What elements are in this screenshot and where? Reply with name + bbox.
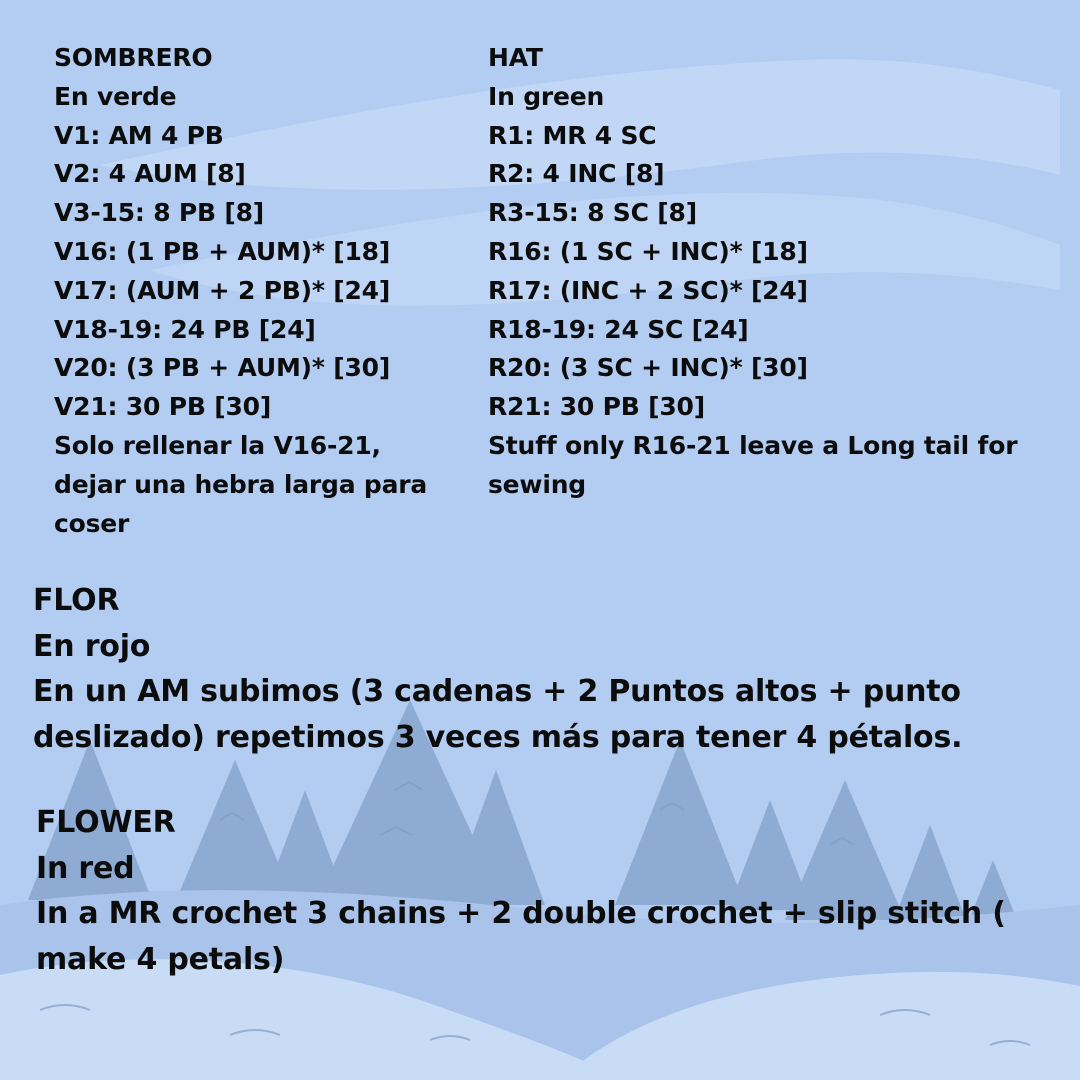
hat-en-row: R20: (3 SC + INC)* [30] — [488, 353, 808, 383]
hat-es-row: V17: (AUM + 2 PB)* [24] — [54, 275, 391, 305]
flower-english-section — [36, 800, 1066, 982]
hat-en-row: R21: 30 PB [30] — [488, 392, 705, 422]
flor-title: FLOR — [33, 583, 120, 618]
hat-en-row: R17: (INC + 2 SC)* [24] — [488, 275, 808, 305]
hat-es-color: En verde — [54, 81, 177, 111]
flower-title: FLOWER — [36, 805, 176, 840]
hat-en-row: R2: 4 INC [8] — [488, 159, 665, 189]
flower-instruction-line: make 4 petals) — [36, 941, 285, 977]
hat-en-note: Stuff only R16-21 leave a Long tail for sewing — [488, 430, 1018, 499]
flor-instruction-line: En un AM subimos (3 cadenas + 2 Puntos altos + punto — [33, 674, 961, 709]
flower-color: In red — [36, 850, 135, 886]
flower-spanish-section — [33, 578, 1063, 760]
hat-en-row: R3-15: 8 SC [8] — [488, 198, 697, 228]
hat-en-row: R1: MR 4 SC — [488, 120, 657, 150]
hat-es-note: Solo rellenar la V16-21, dejar una hebra larga para coser — [54, 430, 428, 538]
hat-es-row: V1: AM 4 PB — [54, 120, 224, 150]
hat-es-row: V21: 30 PB [30] — [54, 392, 272, 422]
hat-english-column — [488, 39, 1048, 505]
hat-en-row: R18-19: 24 SC [24] — [488, 314, 749, 344]
hat-spanish-column — [54, 39, 454, 543]
hat-es-row: V3-15: 8 PB [8] — [54, 198, 265, 228]
hat-en-title: HAT — [488, 43, 543, 72]
flower-instruction-line: In a MR crochet 3 chains + 2 double crochet + slip stitch ( — [36, 896, 1006, 931]
hat-es-row: V20: (3 PB + AUM)* [30] — [54, 353, 391, 383]
flor-color: En rojo — [33, 628, 151, 664]
hat-es-row: V18-19: 24 PB [24] — [54, 314, 316, 344]
hat-es-row: V16: (1 PB + AUM)* [18] — [54, 236, 391, 266]
hat-en-row: R16: (1 SC + INC)* [18] — [488, 236, 808, 266]
hat-es-row: V2: 4 AUM [8] — [54, 159, 246, 189]
flor-instruction-line: deslizado) repetimos 3 veces más para tener 4 pétalos. — [33, 719, 963, 755]
hat-en-color: In green — [488, 81, 605, 111]
hat-es-title: SOMBRERO — [54, 43, 213, 72]
